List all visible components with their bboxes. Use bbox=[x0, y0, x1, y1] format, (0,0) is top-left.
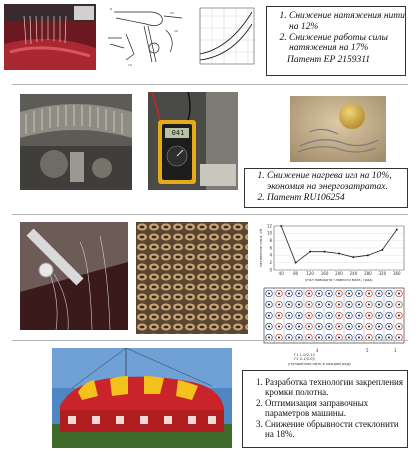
stitch-dot bbox=[348, 337, 350, 339]
stitch-dot bbox=[328, 304, 330, 306]
stitch-dot bbox=[318, 293, 320, 295]
stitch-dot bbox=[268, 337, 270, 339]
photo-knitting-machine bbox=[4, 4, 96, 70]
stitch-dot bbox=[388, 293, 390, 295]
data-point bbox=[309, 251, 311, 253]
patent-label: Патент EP 2159311 bbox=[287, 55, 370, 66]
stitch-dot bbox=[308, 315, 310, 317]
stitch-dot bbox=[268, 315, 270, 317]
stitch-dot bbox=[338, 304, 340, 306]
stitch-dot bbox=[318, 337, 320, 339]
svg-text:12: 12 bbox=[174, 29, 178, 33]
y-tick-label: 0 bbox=[269, 267, 272, 273]
stitch-dot bbox=[378, 326, 380, 328]
stitch-dot bbox=[328, 293, 330, 295]
x-tick-label: 40 bbox=[278, 271, 284, 276]
svg-text:6: 6 bbox=[110, 7, 112, 11]
data-point bbox=[352, 256, 354, 258]
divider bbox=[12, 214, 408, 215]
stitch-dot bbox=[278, 315, 280, 317]
result-item: 2. Оптимизация заправочных параметров машины. bbox=[265, 398, 407, 419]
stitch-dot bbox=[388, 326, 390, 328]
stitch-dot bbox=[388, 337, 390, 339]
curve-graph bbox=[194, 4, 258, 70]
x-tick-label: 200 bbox=[335, 271, 343, 276]
stitch-dot bbox=[298, 326, 300, 328]
stitch-dot bbox=[288, 337, 290, 339]
stitch-dot bbox=[368, 326, 370, 328]
stitch-dot bbox=[358, 315, 360, 317]
stitch-dot bbox=[398, 315, 400, 317]
stitch-dot bbox=[318, 315, 320, 317]
stitch-dot bbox=[288, 326, 290, 328]
stitch-dot bbox=[338, 293, 340, 295]
divider bbox=[12, 84, 408, 85]
stitch-dot bbox=[298, 315, 300, 317]
stitch-dot bbox=[338, 337, 340, 339]
stitch-dot bbox=[348, 315, 350, 317]
stitch-diagram bbox=[258, 286, 408, 366]
svg-text:14: 14 bbox=[128, 63, 132, 67]
stitch-dot bbox=[308, 293, 310, 295]
x-tick-label: 280 bbox=[364, 271, 372, 276]
divider bbox=[12, 340, 408, 341]
diagram-marker: 4 bbox=[316, 348, 319, 353]
result-item: 2. Снижение работы силы натяжения на 17% bbox=[289, 33, 405, 55]
stitch-dot bbox=[338, 326, 340, 328]
photo-fabric-mesh bbox=[136, 222, 248, 334]
stitch-dot bbox=[318, 326, 320, 328]
stitch-dot bbox=[278, 293, 280, 295]
stitch-dot bbox=[368, 304, 370, 306]
stitch-dot bbox=[398, 337, 400, 339]
y-tick-label: 10 bbox=[266, 230, 272, 236]
data-point bbox=[381, 249, 383, 251]
result-item: 1. Снижение натяжения нити на 12% bbox=[289, 11, 405, 33]
stitch-dot bbox=[358, 337, 360, 339]
stitch-dot bbox=[378, 337, 380, 339]
y-tick-label: 4 bbox=[269, 252, 272, 258]
x-tick-label: 240 bbox=[349, 271, 358, 276]
stitch-dot bbox=[368, 315, 370, 317]
data-point bbox=[367, 254, 369, 256]
stitch-dot bbox=[368, 337, 370, 339]
stitch-dot bbox=[278, 304, 280, 306]
data-point bbox=[295, 262, 297, 264]
stitch-dot bbox=[338, 315, 340, 317]
results-box-2 bbox=[244, 168, 408, 208]
x-tick-label: 80 bbox=[293, 271, 299, 276]
stitch-dot bbox=[388, 315, 390, 317]
stitch-dot bbox=[388, 304, 390, 306]
stitch-dot bbox=[278, 326, 280, 328]
stitch-dot bbox=[318, 304, 320, 306]
stitch-dot bbox=[328, 315, 330, 317]
y-axis-label: натяжение нити, сН bbox=[259, 228, 263, 268]
results-box-1 bbox=[266, 6, 406, 76]
y-tick-label: 6 bbox=[269, 245, 272, 251]
stitch-dot bbox=[308, 326, 310, 328]
stitch-dot bbox=[328, 326, 330, 328]
y-tick-label: 2 bbox=[269, 259, 272, 265]
stitch-dot bbox=[268, 326, 270, 328]
x-axis-label: угол поворота главного вала, град. bbox=[305, 278, 373, 282]
stitch-dot bbox=[358, 293, 360, 295]
photo-striped-tent bbox=[52, 348, 232, 448]
diagram-caption: утолщенная нить в каждом ряду bbox=[288, 362, 352, 366]
x-tick-label: 320 bbox=[378, 271, 387, 276]
diagram-marker: 1 bbox=[394, 348, 397, 353]
data-point bbox=[396, 229, 398, 231]
stitch-dot bbox=[288, 315, 290, 317]
diagram-marker: 5 bbox=[366, 348, 369, 353]
stitch-dot bbox=[288, 293, 290, 295]
stitch-dot bbox=[348, 304, 350, 306]
stitch-dot bbox=[268, 304, 270, 306]
x-tick-label: 120 bbox=[306, 271, 314, 276]
photo-thread-guide bbox=[20, 222, 128, 330]
stitch-dot bbox=[328, 337, 330, 339]
diagram-legend-2: Г2 0-1/0-0// bbox=[294, 357, 315, 361]
stitch-dot bbox=[398, 293, 400, 295]
stitch-dot bbox=[278, 337, 280, 339]
stitch-dot bbox=[348, 293, 350, 295]
stitch-dot bbox=[308, 337, 310, 339]
data-point bbox=[324, 251, 326, 253]
result-item: 1. Разработка технологии закрепления кромки полотна. bbox=[265, 377, 407, 398]
multimeter-readout: 041 bbox=[171, 129, 185, 137]
stitch-dot bbox=[368, 293, 370, 295]
stitch-dot bbox=[298, 293, 300, 295]
stitch-dot bbox=[308, 304, 310, 306]
photo-multimeter bbox=[148, 92, 238, 190]
stitch-dot bbox=[378, 293, 380, 295]
series-line bbox=[281, 226, 397, 263]
stitch-dot bbox=[358, 326, 360, 328]
result-item: 1. Снижение нагрева игл на 10%, экономия на энергозатратах. bbox=[267, 171, 407, 193]
stitch-dot bbox=[358, 304, 360, 306]
photo-needles-coin bbox=[290, 96, 386, 162]
result-item: 3. Снижение обрывности стеклонити на 18%. bbox=[265, 419, 407, 440]
diagram-legend-1: Г1 1-0/2-1// bbox=[294, 353, 315, 357]
stitch-dot bbox=[348, 326, 350, 328]
result-item: 2. Патент RU106254 bbox=[267, 193, 407, 204]
results-box-3 bbox=[242, 370, 408, 448]
data-point bbox=[280, 225, 282, 227]
stitch-dot bbox=[378, 315, 380, 317]
stitch-dot bbox=[298, 337, 300, 339]
stitch-dot bbox=[288, 304, 290, 306]
tension-chart bbox=[258, 222, 408, 284]
stitch-dot bbox=[398, 304, 400, 306]
x-tick-label: 160 bbox=[320, 271, 329, 276]
photo-needle-cylinder bbox=[20, 94, 132, 190]
x-tick-label: 360 bbox=[392, 271, 401, 276]
stitch-dot bbox=[378, 304, 380, 306]
stitch-dot bbox=[398, 326, 400, 328]
needle-technical-drawing bbox=[104, 4, 188, 70]
stitch-dot bbox=[268, 293, 270, 295]
svg-text:10: 10 bbox=[170, 11, 174, 15]
stitch-dot bbox=[298, 304, 300, 306]
y-tick-label: 12 bbox=[266, 223, 272, 229]
data-point bbox=[338, 253, 340, 255]
y-tick-label: 8 bbox=[269, 237, 272, 243]
